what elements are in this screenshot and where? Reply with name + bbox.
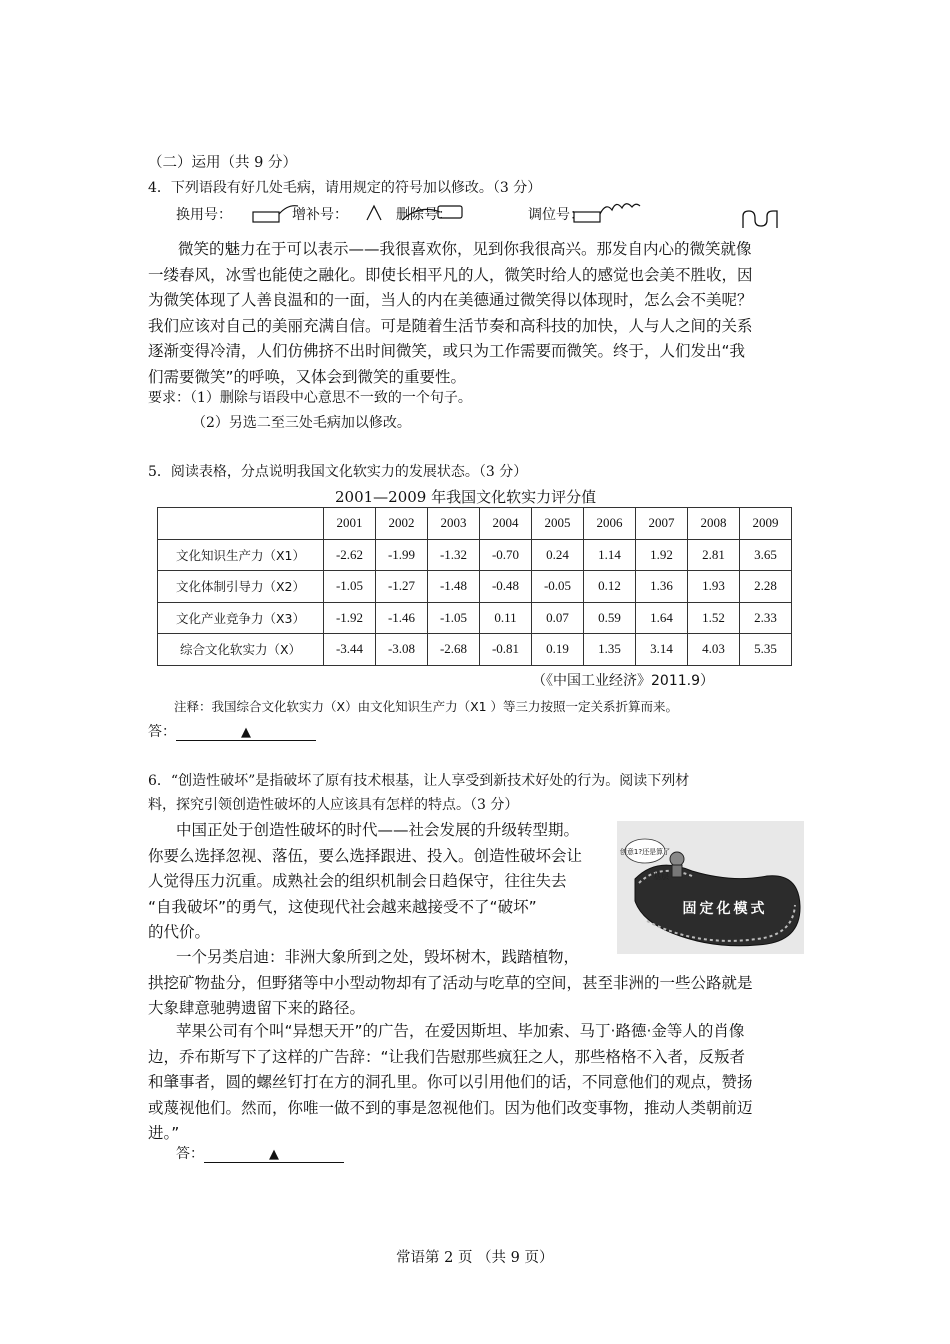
table-source: （《中国工业经济》2011.9） bbox=[532, 673, 714, 689]
table-row bbox=[158, 634, 792, 666]
cartoon-bubble-text: 创意1?还是算了 bbox=[619, 848, 671, 856]
q6-prompt-line-2: 料，探究引领创造性破坏的人应该具有怎样的特点。（3 分） bbox=[148, 797, 519, 813]
value-cell: 0.12 bbox=[584, 571, 636, 603]
para-line: 拱挖矿物盐分，但野猪等中小型动物却有了活动与吃草的空间，甚至非洲的一些公路就是 bbox=[148, 973, 753, 992]
value-cell: -1.46 bbox=[376, 602, 428, 634]
passage-line: 一缕春风，冰雪也能使之融化。即使长相平凡的人，微笑时给人的感觉也会美不胜收，因 bbox=[148, 265, 753, 284]
year-cell: 2002 bbox=[376, 508, 428, 540]
insert-symbol-icon bbox=[364, 198, 384, 224]
q5-prompt: 5．阅读表格，分点说明我国文化软实力的发展状态。（3 分） bbox=[148, 464, 528, 480]
q6-para-2 bbox=[148, 945, 818, 1022]
q6-para-3 bbox=[148, 1019, 818, 1147]
row-label: 文化知识生产力（X1） bbox=[158, 539, 324, 571]
row-label: 文化产业竞争力（X3） bbox=[158, 602, 324, 634]
value-cell: -0.81 bbox=[480, 634, 532, 666]
value-cell: 1.64 bbox=[636, 602, 688, 634]
para-line: 的代价。 bbox=[148, 923, 211, 941]
fixed-pattern-cartoon bbox=[617, 821, 804, 954]
value-cell: 0.59 bbox=[584, 602, 636, 634]
para-line: 中国正处于创造性破坏的时代——社会发展的升级转型期。 bbox=[176, 821, 580, 839]
value-cell: 0.11 bbox=[480, 602, 532, 634]
answer-blank[interactable] bbox=[176, 724, 316, 741]
softpower-table bbox=[157, 507, 792, 666]
q4-requirement-2: （2）另选二至三处毛病加以修改。 bbox=[192, 415, 411, 431]
table-row bbox=[158, 602, 792, 634]
para-line: 和肇事者，圆的螺丝钉打在方的洞孔里。你可以引用他们的话，不同意他们的观点，赞扬 bbox=[148, 1073, 753, 1091]
row-label: 文化体制引导力（X2） bbox=[158, 571, 324, 603]
value-cell: 1.36 bbox=[636, 571, 688, 603]
triangle-icon: ▲ bbox=[241, 725, 251, 740]
value-cell: -1.27 bbox=[376, 571, 428, 603]
year-cell: 2004 bbox=[480, 508, 532, 540]
para-line: 进。” bbox=[148, 1124, 180, 1142]
para-line: 或蔑视他们。然而，你唯一做不到的事是忽视他们。因为他们改变事物，推动人类朝前迈 bbox=[148, 1098, 753, 1117]
value-cell: -1.99 bbox=[376, 539, 428, 571]
wave-symbol-icon bbox=[740, 208, 780, 230]
page-footer: 常语第 2 页 （共 9 页） bbox=[396, 1250, 554, 1266]
passage-line: 微笑的魅力在于可以表示——我很喜欢你，见到你我很高兴。那发自内心的微笑就像 bbox=[178, 240, 752, 258]
q4-prompt: 4．下列语段有好几处毛病，请用规定的符号加以修改。（3 分） bbox=[148, 180, 542, 196]
cartoon-small-label: 基层 bbox=[653, 872, 669, 881]
para-line: 大象肆意驰骋遗留下来的路径。 bbox=[148, 999, 366, 1017]
value-cell: 0.24 bbox=[532, 539, 584, 571]
year-cell: 2007 bbox=[636, 508, 688, 540]
para-line: 边，乔布斯写下了这样的广告辞：“让我们告慰那些疯狂之人，那些格格不入者，反叛者 bbox=[148, 1047, 746, 1066]
delete-symbol-icon bbox=[400, 200, 466, 226]
year-cell: 2003 bbox=[428, 508, 480, 540]
value-cell: -1.92 bbox=[324, 602, 376, 634]
q4-requirement-1: 要求：（1）删除与语段中心意思不一致的一个句子。 bbox=[148, 390, 472, 406]
table-note: 注释：我国综合文化软实力（X）由文化知识生产力（X1 ）等三力按照一定关系折算而来。 bbox=[174, 699, 679, 714]
value-cell: 1.35 bbox=[584, 634, 636, 666]
value-cell: 0.19 bbox=[532, 634, 584, 666]
table-row bbox=[158, 571, 792, 603]
table-row bbox=[158, 539, 792, 571]
year-cell: 2009 bbox=[740, 508, 792, 540]
value-cell: 3.14 bbox=[636, 634, 688, 666]
year-cell: 2008 bbox=[688, 508, 740, 540]
passage-line: 逐渐变得冷清，人们仿佛挤不出时间微笑，或只为工作需要而微笑。终于，人们发出“我 bbox=[148, 342, 746, 360]
cartoon-caption: 固定化模式 bbox=[682, 901, 768, 917]
section-title: （二）运用（共 9 分） bbox=[148, 155, 297, 171]
passage-line: 为微笑体现了人善良温和的一面，当人的内在美德通过微笑得以体现时，怎么会不美呢？ bbox=[148, 291, 753, 309]
answer-label: 答： bbox=[176, 1146, 204, 1162]
value-cell: 3.65 bbox=[740, 539, 792, 571]
value-cell: 4.03 bbox=[688, 634, 740, 666]
value-cell: 1.14 bbox=[584, 539, 636, 571]
value-cell: -2.62 bbox=[324, 539, 376, 571]
answer-label: 答： bbox=[148, 724, 176, 740]
value-cell: 1.92 bbox=[636, 539, 688, 571]
symbol-move-label: 调位号： bbox=[528, 207, 584, 223]
passage-line: 我们应该对自己的美丽充满自信。可是随着生活节奏和高科技的加快，人与人之间的关系 bbox=[148, 316, 753, 335]
q6-prompt-line-1: 6．“创造性破坏”是指破坏了原有技术根基，让人享受到新技术好处的行为。阅读下列材 bbox=[148, 773, 690, 789]
para-line: 你要么选择忽视、落伍，要么选择跟进、投入。创造性破坏会让 bbox=[148, 846, 583, 865]
passage-line: 们需要微笑”的呼唤，又体会到微笑的重要性。 bbox=[148, 367, 467, 386]
year-cell: 2006 bbox=[584, 508, 636, 540]
value-cell: -0.05 bbox=[532, 571, 584, 603]
value-cell: 2.81 bbox=[688, 539, 740, 571]
year-cell: 2005 bbox=[532, 508, 584, 540]
para-line: 人觉得压力沉重。成熟社会的组织机制会日趋保守，往往失去 bbox=[148, 872, 567, 890]
value-cell: -0.48 bbox=[480, 571, 532, 603]
value-cell: 5.35 bbox=[740, 634, 792, 666]
para-line: 一个另类启迪：非洲大象所到之处，毁坏树木，践踏植物， bbox=[176, 948, 580, 966]
value-cell: 1.93 bbox=[688, 571, 740, 603]
q4-passage bbox=[148, 237, 808, 390]
answer-blank[interactable] bbox=[204, 1146, 344, 1163]
value-cell: -3.44 bbox=[324, 634, 376, 666]
value-cell: 0.07 bbox=[532, 602, 584, 634]
value-cell: -1.48 bbox=[428, 571, 480, 603]
value-cell: -0.70 bbox=[480, 539, 532, 571]
symbol-insert-label: 增补号： bbox=[292, 207, 348, 223]
row-label: 综合文化软实力（X） bbox=[158, 634, 324, 666]
table-title: 2001—2009 年我国文化软实力评分值 bbox=[335, 488, 597, 506]
year-cell: 2001 bbox=[324, 508, 376, 540]
value-cell: -3.08 bbox=[376, 634, 428, 666]
value-cell: 2.33 bbox=[740, 602, 792, 634]
value-cell: 1.52 bbox=[688, 602, 740, 634]
para-line: “自我破坏”的勇气，这使现代社会越来越接受不了“破坏” bbox=[148, 897, 537, 916]
value-cell: -1.05 bbox=[428, 602, 480, 634]
value-cell: -2.68 bbox=[428, 634, 480, 666]
para-line: 苹果公司有个叫“异想天开”的广告，在爱因斯坦、毕加索、马丁·路德·金等人的肖像 bbox=[176, 1022, 745, 1040]
move-symbol-icon bbox=[572, 198, 642, 226]
q6-answer bbox=[176, 1143, 344, 1163]
table-corner-cell bbox=[158, 508, 324, 540]
symbol-replace-label: 换用号： bbox=[176, 207, 232, 223]
symbol-delete-label: 删除号： bbox=[396, 207, 452, 223]
triangle-icon: ▲ bbox=[269, 1147, 279, 1162]
value-cell: -1.32 bbox=[428, 539, 480, 571]
q5-answer bbox=[148, 721, 316, 741]
value-cell: 2.28 bbox=[740, 571, 792, 603]
value-cell: -1.05 bbox=[324, 571, 376, 603]
table-header-row bbox=[158, 508, 792, 540]
q6-para-1 bbox=[148, 818, 618, 946]
